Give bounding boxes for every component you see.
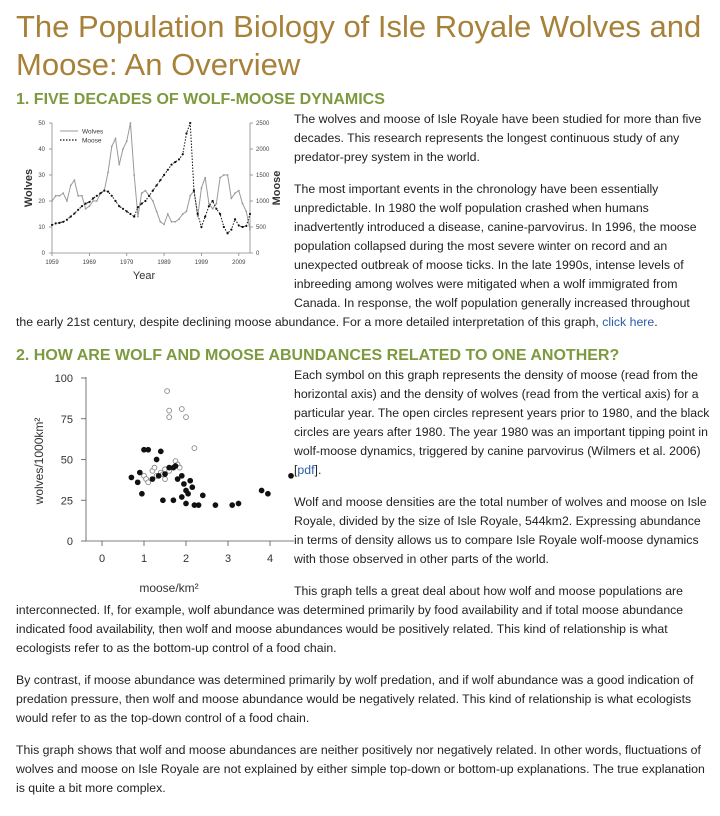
chart1-ytick-label: 30 — [38, 173, 45, 179]
chart1-ytick-label: 0 — [41, 251, 45, 257]
filled-circle-point — [200, 493, 205, 498]
chart1-moose-point — [55, 222, 57, 224]
filled-circle-point — [161, 498, 166, 503]
chart1-wolf-point — [182, 213, 184, 215]
chart1-moose-point — [99, 192, 101, 194]
chart1-wolf-point — [118, 164, 120, 166]
chart1-wolf-point — [130, 122, 132, 124]
chart1-moose-point — [81, 205, 83, 207]
wolf-moose-timeseries-chart — [14, 113, 294, 297]
chart1-moose-point — [148, 195, 150, 197]
chart1-moose-point — [178, 158, 180, 160]
chart2-xtick-label: 1 — [140, 553, 148, 565]
chart1-ylabel-wolves: Wolves — [23, 168, 35, 208]
chart1-moose-point — [111, 195, 113, 197]
chart1-y2tick-label: 2000 — [256, 147, 270, 153]
filled-circle-point — [175, 477, 180, 482]
open-circle-point — [179, 407, 184, 412]
section2-paragraph-1-end: ]. — [314, 463, 322, 477]
chart1-moose-point — [197, 213, 199, 215]
chart1-wolf-point — [227, 174, 229, 176]
filled-circle-point — [135, 480, 140, 485]
chart1-wolf-point — [208, 203, 210, 205]
chart1-wolf-point — [174, 221, 176, 223]
chart1-moose-point — [73, 212, 75, 214]
filled-circle-point — [150, 477, 155, 482]
filled-circle-point — [266, 491, 271, 496]
pdf-link[interactable]: pdf — [297, 463, 315, 477]
chart1-moose-point — [126, 210, 128, 212]
chart1-moose-point — [70, 216, 72, 218]
chart1-ytick-label: 20 — [38, 199, 45, 205]
chart1-wolf-point — [55, 195, 57, 197]
chart1-wolf-point — [245, 211, 247, 213]
open-circle-point — [167, 415, 172, 420]
filled-circle-point — [179, 473, 184, 478]
chart1-xtick-label: 1959 — [45, 260, 59, 266]
chart1-ytick-label: 50 — [38, 121, 45, 127]
chart1-xtick-label: 1969 — [82, 260, 97, 266]
open-circle-point — [184, 415, 189, 420]
chart1-moose-point — [107, 191, 109, 193]
filled-circle-point — [173, 464, 178, 469]
filled-circle-point — [179, 495, 184, 500]
filled-circle-point — [192, 503, 197, 508]
filled-circle-point — [171, 498, 176, 503]
chart1-ytick-label: 40 — [38, 147, 45, 153]
chart1-wolf-point — [126, 140, 128, 142]
chart2-ylabel: wolves/1000km² — [32, 417, 46, 505]
chart1-moose-point — [103, 190, 105, 192]
chart1-wolf-point — [92, 200, 94, 202]
chart1-moose-point — [215, 208, 217, 210]
chart1-wolf-point — [156, 211, 158, 213]
chart1-wolf-point — [51, 200, 53, 202]
chart1-moose-point — [92, 197, 94, 199]
chart1-wolf-point — [159, 221, 161, 223]
chart1-wolf-point — [107, 172, 109, 174]
chart1-moose-point — [170, 164, 172, 166]
filled-circle-point — [236, 501, 241, 506]
chart1-moose-point — [141, 203, 143, 205]
section2-paragraph-5: This graph shows that wolf and moose abundances are neither positively nor negatively related. In other words, fluctuations of wolves and moose on Isle Royale are not explained by either simple top-down or bottom-up explanations. The true explanation is quite a bit more complex. — [16, 743, 705, 795]
filled-circle-point — [190, 485, 195, 490]
chart1-y2tick-label: 1000 — [256, 199, 270, 205]
chart2-ytick-label: 75 — [60, 413, 73, 426]
chart2-background — [14, 369, 294, 601]
section1-heading: 1. FIVE DECADES OF WOLF-MOOSE DYNAMICS — [16, 91, 385, 108]
chart2-ytick-label: 50 — [60, 454, 73, 467]
chart1-wolf-point — [144, 190, 146, 192]
chart1-wolf-point — [197, 216, 199, 218]
chart1-moose-point — [223, 226, 225, 228]
chart1-wolf-point — [66, 200, 68, 202]
chart2-xtick-label: 2 — [182, 553, 190, 565]
chart1-wolf-point — [96, 200, 98, 202]
legend-moose-label: Moose — [82, 137, 102, 145]
open-circle-point — [192, 446, 197, 451]
chart1-moose-point — [156, 184, 158, 186]
filled-circle-point — [137, 470, 142, 475]
chart1-moose-point — [51, 224, 53, 226]
chart1-moose-point — [185, 132, 187, 134]
chart1-wolf-point — [219, 177, 221, 179]
chart1-moose-point — [62, 221, 64, 223]
filled-circle-point — [158, 449, 163, 454]
chart1-wolf-point — [115, 138, 117, 140]
filled-circle-point — [156, 473, 161, 478]
section2-heading: 2. HOW ARE WOLF AND MOOSE ABUNDANCES RELATED TO ONE ANOTHER? — [16, 347, 620, 364]
filled-circle-point — [140, 491, 145, 496]
chart1-moose-point — [129, 213, 131, 215]
chart1-xtick-label: 1979 — [120, 260, 134, 266]
chart1-moose-point — [114, 200, 116, 202]
filled-circle-point — [213, 503, 218, 508]
chart1-wolf-point — [122, 148, 124, 150]
chart1-moose-point — [219, 213, 221, 215]
chart1-y2tick-label: 2500 — [256, 121, 270, 127]
filled-circle-point — [182, 482, 187, 487]
chart1-moose-point — [249, 213, 251, 215]
chart1-wolf-point — [249, 229, 251, 231]
chart1-wolf-point — [137, 216, 139, 218]
chart1-moose-point — [152, 190, 154, 192]
chart1-wolf-point — [171, 221, 173, 223]
filled-circle-point — [188, 478, 193, 483]
filled-circle-point — [129, 475, 134, 480]
chart1-wolf-point — [201, 187, 203, 189]
chart1-wolf-point — [81, 195, 83, 197]
chart1-moose-point — [182, 153, 184, 155]
chart1-xtick-label: 2009 — [232, 260, 246, 266]
chart1-wolf-point — [70, 185, 72, 187]
chart1-wolf-point — [189, 195, 191, 197]
section-abundance-relation — [16, 346, 710, 798]
open-circle-point — [163, 477, 168, 482]
chart1-moose-point — [193, 190, 195, 192]
legend-wolves-label: Wolves — [82, 128, 104, 136]
section2-paragraph-1-text: Each symbol on this graph represents the density of moose (read from the horizontal axis) and the density of wolves (read from the vertical axis) for a particular year. The open circles represent years prior to 1980, and the black circles are years after 1980. The year 1980 was an important tipping point in wolf-moose dynamics, triggered by canine parvovirus (Wilmers et al. 2006)[ — [294, 368, 710, 477]
chart1-moose-point — [241, 226, 243, 228]
chart1-moose-point — [58, 222, 60, 224]
filled-circle-point — [289, 473, 294, 478]
chart1-moose-point — [167, 169, 169, 171]
section2-paragraph-4: By contrast, if moose abundance was determined primarily by wolf predation, and if wolf abundance was a good indication of predation pressure, then wolf and moose abundance would be negatively related. This kind of relationship is what ecologists would refer to as the top-down control of a food chain. — [16, 673, 694, 725]
chart1-xtick-label: 1999 — [194, 260, 209, 266]
chart1-moose-point — [226, 232, 228, 234]
chart1-moose-point — [88, 201, 90, 203]
chart1-wolf-point — [163, 224, 165, 226]
click-here-link[interactable]: click here — [602, 315, 655, 329]
chart2-ytick-label: 0 — [66, 536, 73, 548]
filled-circle-point — [230, 503, 235, 508]
chart1-moose-point — [234, 218, 236, 220]
chart2-xtick-label: 4 — [266, 553, 274, 565]
open-circle-point — [152, 465, 157, 470]
chart1-wolf-point — [133, 174, 135, 176]
chart1-moose-point — [122, 208, 124, 210]
chart1-wolf-point — [230, 198, 232, 200]
chart1-wolf-point — [242, 203, 244, 205]
chart1-moose-point — [144, 200, 146, 202]
chart1-moose-point — [118, 205, 120, 207]
section1-paragraph-2-text: The most important events in the chronology have been essentially unpredictable. In 1980 the wolf population crashed when humans inadvertently introduced a disease, canine-parvovirus. In 1996, the moose population collapsed during the most severe winter on record and an unexpected outbreak of moose ticks. In the late 1990s, intense levels of inbreeding among wolves were mitigated when a wolf immigrated from Canada. In response, the wolf population generally increased throughout the early 21st century, despite declining moose abundance. For a more detailed interpretation of this graph, — [16, 182, 697, 329]
chart1-wolf-point — [234, 192, 236, 194]
chart1-xtick-label: 1989 — [157, 260, 171, 266]
section-five-decades — [16, 90, 710, 332]
chart1-moose-point — [212, 200, 214, 202]
chart1-wolf-point — [178, 218, 180, 220]
chart1-ytick-label: 10 — [38, 225, 45, 231]
chart1-moose-point — [66, 219, 68, 221]
chart1-wolf-point — [238, 190, 240, 192]
chart1-moose-point — [137, 206, 139, 208]
filled-circle-point — [186, 491, 191, 496]
filled-circle-point — [163, 472, 168, 477]
open-circle-point — [146, 480, 151, 485]
page-title: The Population Biology of Isle Royale Wolves and Moose: An Overview — [16, 9, 702, 82]
chart1-moose-point — [189, 122, 191, 124]
chart1-wolf-point — [111, 146, 113, 148]
chart1-wolf-point — [85, 208, 87, 210]
chart1-y2tick-label: 500 — [256, 225, 267, 231]
open-circle-point — [165, 389, 170, 394]
section1-paragraph-2-end: . — [654, 315, 658, 329]
chart1-moose-point — [159, 179, 161, 181]
chart2-xtick-label: 3 — [224, 553, 232, 565]
chart1-moose-point — [96, 195, 98, 197]
chart1-wolf-point — [59, 195, 61, 197]
chart1-wolf-point — [223, 174, 225, 176]
chart1-moose-point — [163, 174, 165, 176]
chart1-wolf-point — [215, 203, 217, 205]
chart1-wolf-point — [62, 192, 64, 194]
chart1-wolf-point — [88, 205, 90, 207]
chart2-ytick-label: 25 — [60, 495, 73, 508]
chart1-ylabel-moose: Moose — [271, 170, 283, 206]
section1-paragraph-1: The wolves and moose of Isle Royale have been studied for more than five decades. This research represents the longest continuous study of any predator-prey system in the world. — [294, 112, 702, 164]
chart1-moose-point — [208, 205, 210, 207]
chart1-y2tick-label: 1500 — [256, 173, 270, 179]
section2-paragraph-2: Wolf and moose densities are the total number of wolves and moose on Isle Royale, divided by the size of Isle Royale, 544km2. Expressing abundance in terms of density allows us to compare Isle Royale wolf-moose dynamics with those observed in other parts of the world. — [294, 495, 707, 566]
chart1-moose-point — [77, 209, 79, 211]
chart1-moose-point — [174, 161, 176, 163]
filled-circle-point — [154, 457, 159, 462]
chart1-wolf-point — [152, 200, 154, 202]
chart1-moose-point — [245, 225, 247, 227]
chart2-xtick-label: 0 — [98, 553, 106, 565]
chart1-y2tick-label: 0 — [256, 251, 260, 257]
chart1-wolf-point — [141, 192, 143, 194]
wolf-moose-density-scatter — [14, 369, 294, 601]
chart1-wolf-point — [77, 195, 79, 197]
chart2-ytick-label: 100 — [54, 373, 73, 385]
section2-paragraph-3: This graph tells a great deal about how wolf and moose populations are interconnected. If, for example, wolf abundance was determined primarily by food availability and if total moose abundance indicated food availability, then wolf and moose abundances would be positively related. This kind of relationship is what ecologists refer to as the bottom-up control of a food chain. — [16, 584, 684, 655]
chart1-moose-point — [204, 216, 206, 218]
chart1-moose-point — [133, 216, 135, 218]
chart1-moose-point — [85, 203, 87, 205]
chart1-xlabel: Year — [132, 270, 156, 282]
chart1-moose-point — [230, 229, 232, 231]
chart1-wolf-point — [74, 179, 76, 181]
chart1-moose-point — [238, 224, 240, 226]
filled-circle-point — [184, 501, 189, 506]
chart1-wolf-point — [186, 211, 188, 213]
chart1-moose-point — [200, 226, 202, 228]
filled-circle-point — [146, 447, 151, 452]
chart1-wolf-point — [212, 208, 214, 210]
filled-circle-point — [259, 488, 264, 493]
chart1-wolf-point — [167, 213, 169, 215]
chart2-xlabel: moose/km² — [139, 581, 199, 595]
chart1-wolf-point — [204, 177, 206, 179]
open-circle-point — [167, 408, 172, 413]
